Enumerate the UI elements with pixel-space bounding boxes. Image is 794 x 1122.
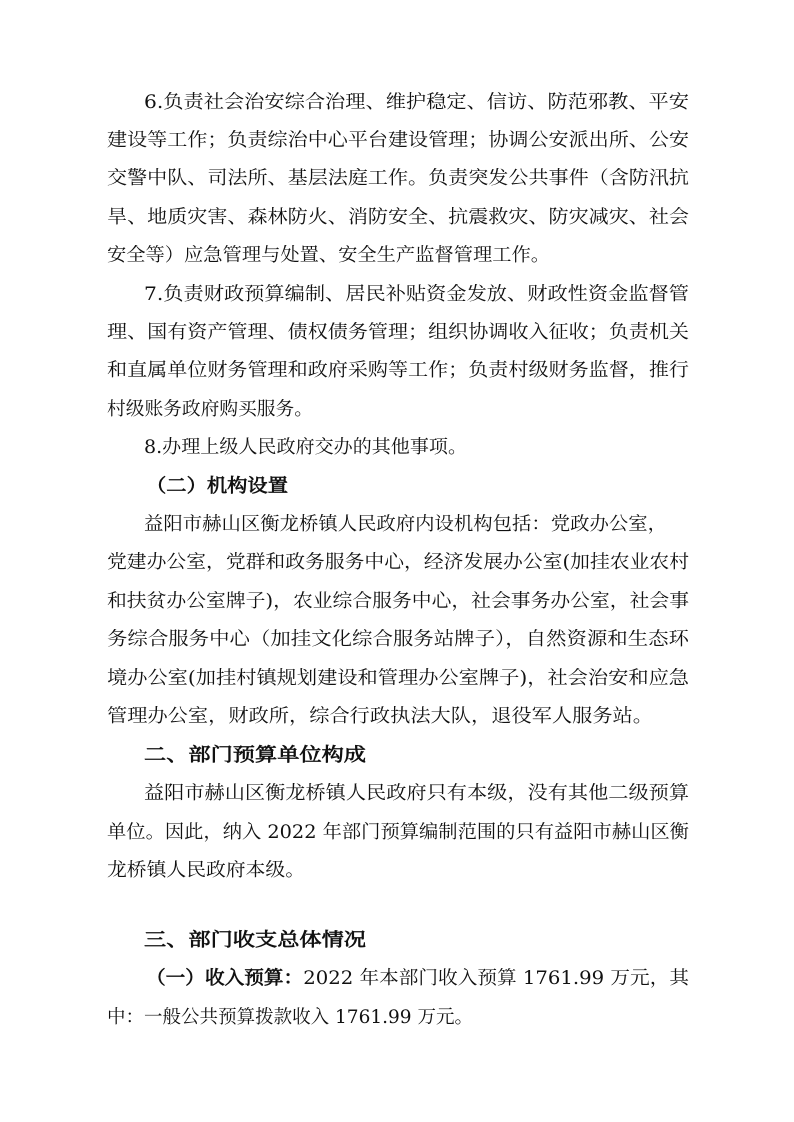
units-line-2: 单位。因此，纳入 2022 年部门预算编制范围的只有益阳市赫山区衡 [107,822,689,843]
org-line-5: 境办公室(加挂村镇规划建设和管理办公室牌子)，社会治安和应急 [107,668,690,689]
p7-line-1: 7.负责财政预算编制、居民补贴资金发放、财政性资金监督管 [144,284,689,305]
p6-line-4: 旱、地质灾害、森林防火、消防安全、抗震救灾、防灾减灾、社会 [107,207,690,228]
income-line-1 [146,966,689,992]
income-label: （一）收入预算： [146,968,304,989]
org-line-3: 和扶贫办公室牌子)，农业综合服务中心，社会事务办公室，社会事 [107,591,690,612]
section-heading-units: 二、部门预算单位构成 [144,745,367,766]
units-line-1: 益阳市赫山区衡龙桥镇人民政府只有本级，没有其他二级预算 [144,783,690,804]
p6-line-5: 安全等）应急管理与处置、安全生产监督管理工作。 [107,245,551,266]
org-line-4: 务综合服务中心（加挂文化综合服务站牌子），自然资源和生态环 [107,629,689,650]
org-line-2: 党建办公室，党群和政务服务中心，经济发展办公室(加挂农业农村 [107,552,690,573]
income-line-2: 中：一般公共预算拨款收入 1761.99 万元。 [107,1007,473,1028]
org-line-6: 管理办公室，财政所，综合行政执法大队，退役军人服务站。 [107,706,654,727]
p6-line-1: 6.负责社会治安综合治理、维护稳定、信访、防范邪教、平安 [144,92,689,113]
section-heading-overall: 三、部门收支总体情况 [144,930,367,951]
org-line-1: 益阳市赫山区衡龙桥镇人民政府内设机构包括：党政办公室， [144,514,667,535]
p7-line-2: 理、国有资产管理、债权债务管理；组织协调收入征收；负责机关 [107,322,690,343]
p8-line-1: 8.办理上级人民政府交办的其他事项。 [144,437,468,458]
section-heading-org: （二）机构设置 [146,476,289,497]
p6-line-2: 建设等工作；负责综治中心平台建设管理；协调公安派出所、公安 [107,130,690,151]
p7-line-3: 和直属单位财务管理和政府采购等工作；负责村级财务监督，推行 [107,360,690,381]
p6-line-3: 交警中队、司法所、基层法庭工作。负责突发公共事件（含防汛抗 [107,168,690,189]
income-text: 2022 年本部门收入预算 1761.99 万元，其 [303,968,689,989]
units-line-3: 龙桥镇人民政府本级。 [107,860,306,881]
p7-line-4: 村级账务政府购买服务。 [107,399,313,420]
